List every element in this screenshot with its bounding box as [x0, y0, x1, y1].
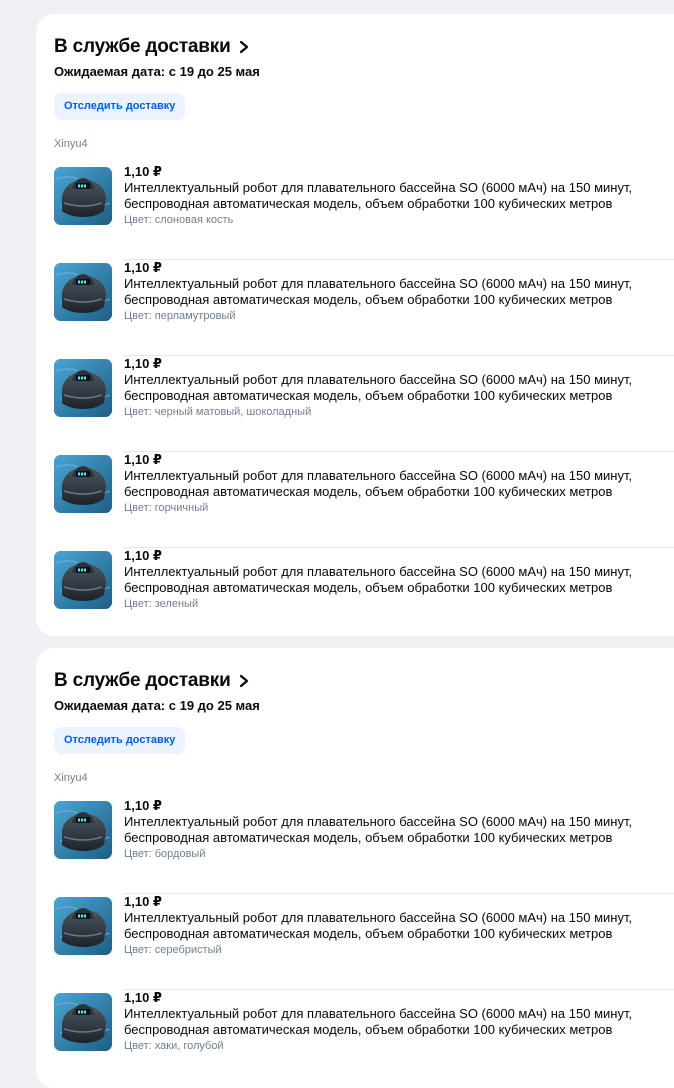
product-image[interactable] — [54, 897, 112, 955]
chevron-right-icon[interactable] — [237, 674, 251, 688]
product-image[interactable] — [54, 455, 112, 513]
product-price: 1,10 ₽ — [124, 452, 162, 467]
product-color: Цвет: черный матовый, шоколадный — [124, 406, 312, 418]
product-price: 1,10 ₽ — [124, 356, 162, 371]
product-image[interactable] — [54, 167, 112, 225]
product-image[interactable] — [54, 359, 112, 417]
track-delivery-button[interactable]: Отследить доставку — [54, 93, 185, 120]
product-item[interactable] — [54, 894, 674, 990]
shipment-status-title[interactable]: В службе доставки — [54, 670, 231, 691]
product-list — [54, 164, 674, 644]
product-price: 1,10 ₽ — [124, 990, 162, 1005]
expected-date: Ожидаемая дата: с 19 до 25 мая — [54, 64, 260, 79]
shipment-card — [36, 648, 674, 1088]
product-name[interactable]: Интеллектуальный робот для плавательного бассейна SO (6000 мАч) на 150 минут, беспроводная автоматическая модель, объем обработки 100 кубических метров — [124, 372, 633, 403]
product-name[interactable]: Интеллектуальный робот для плавательного бассейна SO (6000 мАч) на 150 минут, беспроводная автоматическая модель, объем обработки 100 кубических метров — [124, 180, 633, 211]
product-color: Цвет: хаки, голубой — [124, 1040, 224, 1052]
seller-name[interactable]: Xinyu4 — [54, 138, 88, 150]
product-image[interactable] — [54, 993, 112, 1051]
product-item[interactable] — [54, 356, 674, 452]
product-item[interactable] — [54, 990, 674, 1086]
product-color: Цвет: слоновая кость — [124, 214, 234, 226]
product-name[interactable]: Интеллектуальный робот для плавательного бассейна SO (6000 мАч) на 150 минут, беспроводная автоматическая модель, объем обработки 100 кубических метров — [124, 910, 633, 941]
product-item[interactable] — [54, 260, 674, 356]
product-image[interactable] — [54, 551, 112, 609]
product-color: Цвет: бордовый — [124, 848, 206, 860]
seller-name[interactable]: Xinyu4 — [54, 772, 88, 784]
product-item[interactable] — [54, 798, 674, 894]
expected-date: Ожидаемая дата: с 19 до 25 мая — [54, 698, 260, 713]
shipment-header[interactable] — [54, 36, 674, 58]
product-price: 1,10 ₽ — [124, 798, 162, 813]
product-name[interactable]: Интеллектуальный робот для плавательного бассейна SO (6000 мАч) на 150 минут, беспроводная автоматическая модель, объем обработки 100 кубических метров — [124, 468, 633, 499]
product-color: Цвет: серебристый — [124, 944, 222, 956]
track-delivery-button[interactable]: Отследить доставку — [54, 727, 185, 754]
product-name[interactable]: Интеллектуальный робот для плавательного бассейна SO (6000 мАч) на 150 минут, беспроводная автоматическая модель, объем обработки 100 кубических метров — [124, 564, 633, 595]
product-color: Цвет: зеленый — [124, 598, 199, 610]
shipment-card — [36, 14, 674, 636]
shipment-status-title[interactable]: В службе доставки — [54, 36, 231, 57]
product-image[interactable] — [54, 801, 112, 859]
product-list — [54, 798, 674, 1086]
product-color: Цвет: перламутровый — [124, 310, 236, 322]
product-name[interactable]: Интеллектуальный робот для плавательного бассейна SO (6000 мАч) на 150 минут, беспроводная автоматическая модель, объем обработки 100 кубических метров — [124, 276, 633, 307]
product-price: 1,10 ₽ — [124, 548, 162, 563]
product-item[interactable] — [54, 452, 674, 548]
product-name[interactable]: Интеллектуальный робот для плавательного бассейна SO (6000 мАч) на 150 минут, беспроводная автоматическая модель, объем обработки 100 кубических метров — [124, 814, 633, 845]
product-item[interactable] — [54, 164, 674, 260]
product-price: 1,10 ₽ — [124, 260, 162, 275]
product-item[interactable] — [54, 548, 674, 644]
product-name[interactable]: Интеллектуальный робот для плавательного бассейна SO (6000 мАч) на 150 минут, беспроводная автоматическая модель, объем обработки 100 кубических метров — [124, 1006, 633, 1037]
chevron-right-icon[interactable] — [237, 40, 251, 54]
product-price: 1,10 ₽ — [124, 894, 162, 909]
shipment-header[interactable] — [54, 670, 674, 692]
product-image[interactable] — [54, 263, 112, 321]
product-color: Цвет: горчичный — [124, 502, 209, 514]
product-price: 1,10 ₽ — [124, 164, 162, 179]
